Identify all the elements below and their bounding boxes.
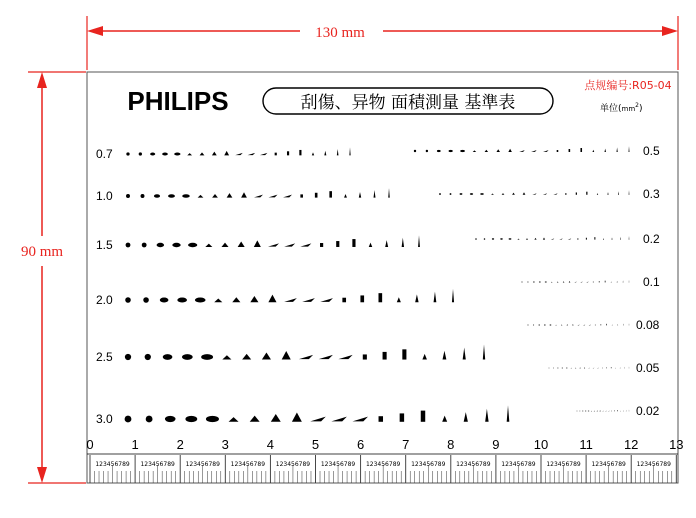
ruler-minor-digits: 123456789 [95, 461, 130, 468]
defect-oval [470, 193, 473, 195]
height-label: 90 mm [20, 244, 64, 260]
defect-bar [299, 150, 301, 155]
ruler-minor-digits: 123456789 [546, 461, 581, 468]
ruler-minor-digits: 123456789 [456, 461, 491, 468]
defect-dot [141, 194, 145, 198]
defect-bar [577, 238, 578, 239]
defect-bar [595, 325, 596, 326]
defect-bar [576, 192, 577, 194]
row-label-left: 1.0 [96, 189, 113, 203]
defect-oval [154, 194, 160, 198]
defect-oval [163, 354, 173, 360]
defect-bar [287, 151, 289, 155]
arrow-up-icon [37, 72, 47, 88]
defect-bar [580, 148, 582, 152]
row-label-left: 3.0 [96, 412, 113, 426]
defect-dot [521, 281, 522, 282]
defect-oval [206, 416, 219, 422]
defect-oval [177, 297, 187, 302]
defect-oval [460, 150, 465, 152]
defect-bar [363, 354, 367, 359]
defect-oval [480, 193, 484, 195]
row-label-right: 0.2 [643, 232, 660, 246]
defect-bar [601, 324, 602, 325]
ruler-major-label: 1 [131, 437, 139, 452]
defect-bar [599, 281, 600, 282]
defect-bar [336, 241, 339, 247]
defect-bar [315, 193, 318, 198]
defect-oval [509, 238, 512, 239]
defect-bar [606, 367, 607, 368]
ruler-minor-digits: 123456789 [501, 461, 536, 468]
defect-oval [538, 325, 539, 326]
ruler-minor-digits: 123456789 [185, 461, 220, 468]
ruler-major-label: 6 [356, 437, 365, 452]
defect-bar [400, 413, 404, 421]
defect-oval [585, 411, 586, 412]
ruler-major-label: 7 [402, 437, 410, 452]
ruler-major-label: 11 [579, 437, 593, 452]
ruler-major-label: 4 [266, 437, 275, 452]
defect-oval [545, 282, 547, 283]
defect-bar [379, 416, 383, 422]
defect-dot [126, 243, 131, 248]
arrow-right-icon [662, 26, 678, 36]
defect-oval [544, 325, 546, 326]
defect-dot [553, 368, 554, 369]
ruler-minor-digits: 123456789 [140, 461, 175, 468]
row-label-left: 2.0 [96, 293, 113, 307]
defect-bar [378, 293, 382, 302]
defect-oval [539, 282, 541, 283]
defect-oval [550, 325, 552, 326]
defect-oval [195, 297, 206, 302]
defect-bar [360, 295, 364, 302]
defect-dot [426, 150, 428, 152]
defect-dot [450, 193, 452, 195]
defect-oval [182, 194, 190, 198]
arrow-down-icon [37, 467, 47, 483]
defect-bar [329, 191, 332, 197]
ruler-minor-digits: 123456789 [365, 461, 401, 468]
defect-oval [588, 411, 590, 412]
defect-dot [475, 238, 477, 240]
defect-oval [160, 297, 169, 302]
defect-oval [172, 243, 180, 247]
defect-dot [527, 281, 528, 282]
defect-dot [139, 152, 142, 155]
defect-dot [484, 238, 486, 240]
defect-bar [602, 368, 603, 369]
ruler-minor-digits: 123456789 [320, 461, 356, 468]
defect-bar [342, 298, 346, 303]
defect-dot [533, 325, 534, 326]
row-label-right: 0.3 [643, 187, 660, 201]
row-label-right: 0.05 [636, 361, 660, 375]
defect-oval [165, 416, 176, 422]
ruler-major-label: 12 [623, 437, 639, 452]
defect-oval [562, 368, 563, 369]
defect-oval [162, 153, 168, 156]
defect-dot [577, 411, 578, 412]
defect-bar [569, 149, 571, 152]
ruler-major-label: 10 [533, 437, 549, 452]
defect-oval [566, 368, 568, 369]
defect-oval [168, 194, 175, 198]
defect-dot [439, 193, 441, 195]
defect-oval [492, 238, 494, 239]
defect-dot [414, 150, 416, 152]
defect-oval [185, 416, 197, 422]
defect-oval [449, 150, 453, 152]
width-dimension [87, 16, 678, 70]
defect-dot [145, 354, 151, 360]
arrow-left-icon [87, 26, 103, 36]
defect-dot [549, 368, 550, 369]
row-label-right: 0.02 [636, 404, 660, 418]
defect-bar [300, 194, 303, 197]
ruler-minor-digits: 123456789 [275, 461, 311, 468]
width-label: 130 mm [315, 25, 365, 41]
defect-dot [126, 152, 129, 155]
defect-dot [579, 411, 580, 412]
defect-bar [557, 150, 559, 152]
ruler-major-label: 13 [669, 437, 684, 452]
height-dimension [21, 72, 86, 483]
defect-oval [150, 153, 155, 156]
ruler-major-label: 5 [311, 437, 320, 452]
defect-dot [125, 354, 131, 360]
defect-bar [586, 238, 587, 240]
defect-bar [352, 239, 355, 247]
defect-oval [460, 193, 463, 195]
unit-label: 单位$(mm^2)$ [600, 102, 643, 114]
defect-bar [594, 237, 595, 240]
defect-oval [188, 243, 197, 247]
ruler-major-label: 2 [176, 437, 184, 452]
defect-oval [500, 238, 503, 239]
defect-bar [320, 243, 323, 247]
defect-oval [533, 282, 535, 283]
defect-dot [125, 297, 131, 303]
defect-oval [182, 354, 193, 360]
code-label: 点规编号:R05-04 [584, 79, 672, 92]
ruler-minor-digits: 123456789 [636, 461, 671, 468]
defect-dot [528, 325, 529, 326]
defect-bar [611, 411, 612, 412]
defect-bar [611, 367, 612, 368]
defect-dot [143, 297, 149, 303]
defect-oval [437, 150, 441, 152]
ruler-minor-digits: 123456789 [411, 461, 446, 468]
ruler-major-label: 9 [492, 437, 500, 452]
row-label-right: 0.5 [643, 144, 660, 158]
defect-bar [605, 281, 606, 283]
ruler-minor-digits: 123456789 [230, 461, 266, 468]
card-title: 刮傷、异物 面積測量 基準表 [300, 93, 516, 113]
defect-dot [142, 243, 147, 248]
defect-bar [617, 410, 618, 411]
defect-bar [421, 411, 425, 422]
defect-bar [383, 352, 387, 360]
row-label-right: 0.08 [636, 318, 660, 332]
row-label-left: 1.5 [96, 238, 113, 252]
defect-bar [614, 410, 615, 411]
brand-logo: PHILIPS [127, 86, 229, 116]
defect-bar [402, 349, 406, 359]
defect-oval [557, 368, 558, 369]
defect-oval [201, 354, 213, 360]
defect-bar [586, 192, 587, 195]
defect-dot [146, 416, 153, 423]
defect-bar [593, 282, 594, 283]
defect-oval [157, 243, 164, 247]
row-label-right: 0.1 [643, 275, 660, 289]
defect-bar [275, 153, 277, 156]
ruler-major-label: 3 [221, 437, 229, 452]
defect-oval [582, 411, 583, 412]
defect-dot [125, 416, 132, 423]
ruler-minor-digits: 123456789 [591, 461, 626, 468]
defect-bar [565, 193, 566, 195]
row-label-left: 0.7 [96, 147, 113, 161]
ruler-major-label: 8 [447, 437, 455, 452]
defect-dot [126, 194, 130, 198]
ruler-major-label: 0 [86, 437, 94, 452]
row-label-left: 2.5 [96, 350, 113, 364]
defect-bar [606, 324, 607, 326]
defect-oval [174, 153, 180, 156]
